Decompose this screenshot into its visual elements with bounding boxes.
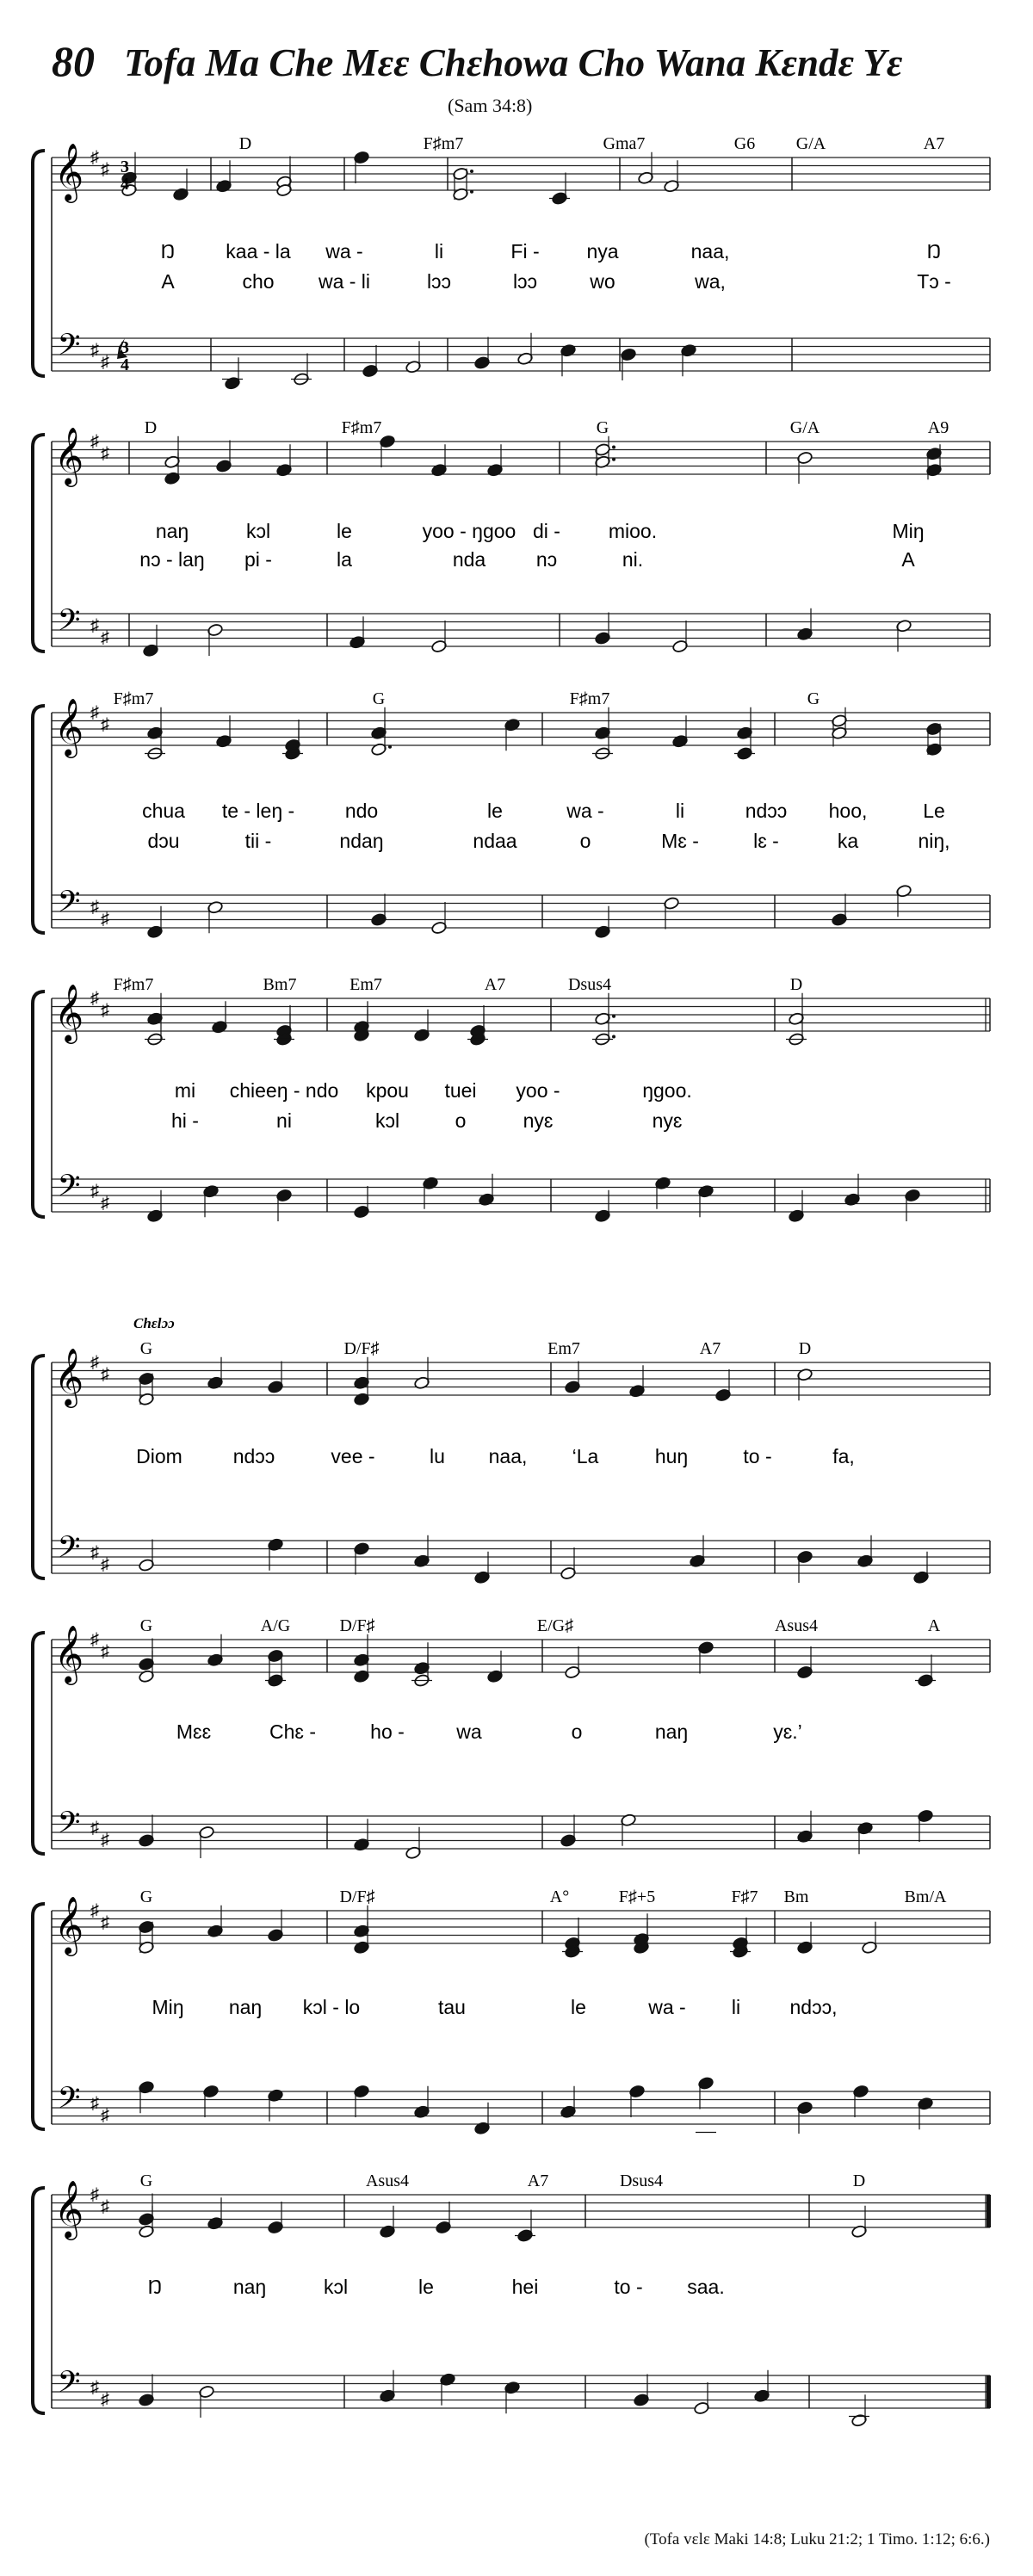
lyric-syllable: ndɔɔ [232,1445,275,1467]
treble-time-sig-bottom: 4 [121,175,129,194]
lyric-syllable: to - [743,1445,772,1467]
lyric-syllable: chua [142,800,185,822]
lyric-syllable: lɛ - [753,830,779,852]
lyric-syllable: wo [590,270,615,293]
lyric-syllable: le [418,2276,434,2298]
lyric-syllable: li [675,800,685,822]
lyric-syllable: hi - [171,1109,199,1132]
treble-key-sharp-c: ♯ [101,1365,109,1384]
lyric-syllable: le [571,1996,586,2018]
lyric-syllable: mioo. [608,520,658,542]
lyric-syllable: Fi - [510,240,540,263]
lyric-syllable: Ŋ [160,240,176,263]
bass-clef: 𝄢 [57,330,81,369]
treble-clef: 𝄞 [53,985,84,1041]
chord-symbol: F♯7 [731,1887,758,1906]
lyric-syllable: Mɛɛ [176,1720,212,1743]
chord-symbol: Asus4 [365,2171,410,2190]
chord-symbol: F♯m7 [113,689,154,708]
chord-symbol: Bm7 [263,975,297,994]
lyric-syllable: chieeŋ - ndo [229,1079,339,1102]
lyric-syllable: o [455,1109,467,1132]
lyric-syllable: kɔl [374,1109,400,1132]
bass-key-sharp-c: ♯ [101,1555,109,1574]
lyric-syllable: naŋ [232,2276,267,2298]
lyric-syllable: naa, [690,240,730,263]
treble-dot [612,1035,615,1039]
chord-symbol: D [852,2171,866,2190]
lyric-syllable: vee - [331,1445,375,1467]
lyric-syllable: wa - [566,800,604,822]
treble-key-sharp-f: ♯ [90,2185,99,2204]
lyric-syllable: hoo, [828,800,868,822]
treble-key-sharp-f: ♯ [90,1353,99,1372]
chord-symbol: G [139,1616,153,1635]
system-bracket [33,1904,45,2129]
lyric-syllable: te - leŋ - [221,800,295,822]
treble-key-sharp-c: ♯ [101,444,109,463]
treble-key-sharp-c: ♯ [101,160,109,179]
lyric-syllable: lu [430,1445,445,1467]
chord-symbol: A [927,1616,941,1635]
lyric-syllable: ndaa [473,830,517,852]
bass-clef: 𝄢 [57,1807,81,1847]
bass-key-sharp-f: ♯ [90,2094,99,2113]
lyric-syllable: pi - [244,548,272,571]
chord-symbol: A7 [699,1339,721,1358]
lyric-syllable: A [161,270,175,293]
lyric-syllable: yoo - [516,1079,560,1102]
lyric-syllable: kɔl - lo [302,1996,361,2018]
lyric-syllable: wa - [325,240,363,263]
treble-dot [470,190,473,194]
chord-symbol: D [798,1339,812,1358]
chord-symbol: A7 [923,134,945,153]
lyric-syllable: naa, [488,1445,528,1467]
system-6 [33,1633,990,1860]
chord-symbol: D [789,975,803,994]
bass-time-sig-bottom: 4 [121,355,129,374]
lyric-syllable: dɔu [147,830,180,852]
lyric-syllable: Ŋ [926,240,942,263]
lyric-syllable: naŋ [155,520,189,542]
chord-symbol: D/F♯ [339,1616,375,1635]
bass-key-sharp-c: ♯ [101,353,109,372]
lyric-syllable: kɔl [245,520,271,542]
treble-dot [470,170,473,173]
bass-clef: 𝄢 [57,886,81,926]
bass-key-sharp-f: ♯ [90,341,99,360]
lyric-syllable: A [901,548,915,571]
treble-key-sharp-f: ♯ [90,989,99,1008]
lyric-syllable: ho - [370,1720,405,1743]
chord-symbol: D/F♯ [343,1339,380,1358]
bass-key-sharp-c: ♯ [101,1194,109,1213]
chord-symbol: A7 [484,975,506,994]
lyric-syllable: le [337,520,352,542]
lyric-syllable: li [434,240,444,263]
final-barline [987,2375,991,2408]
bass-key-sharp-c: ♯ [101,2106,109,2125]
treble-key-sharp-f: ♯ [90,1630,99,1649]
bass-clef: 𝄢 [57,1171,81,1210]
system-bracket [33,1633,45,1854]
chord-symbol: D [238,134,252,153]
lyric-syllable: ni [276,1109,292,1132]
bass-key-sharp-f: ♯ [90,898,99,917]
system-3 [33,706,990,939]
chord-symbol: Bm/A [904,1887,947,1906]
chord-symbol: Em7 [547,1339,580,1358]
treble-dot [612,446,615,449]
lyric-syllable: nya [586,240,619,263]
chord-symbol: F♯m7 [423,134,464,153]
bass-key-sharp-c: ♯ [101,2390,109,2409]
lyric-syllable: Chɛ - [269,1720,316,1743]
treble-clef: 𝄞 [53,1897,84,1953]
system-7 [33,1904,990,2135]
treble-key-sharp-f: ♯ [90,1901,99,1920]
chord-symbol: G [807,689,820,708]
lyric-syllable: ŋgoo. [642,1079,692,1102]
lyric-syllable: Miŋ [152,1996,184,2018]
treble-dot [388,745,392,749]
system-4 [33,991,990,1223]
treble-key-sharp-c: ♯ [101,1913,109,1932]
lyric-syllable: Miŋ [892,520,925,542]
lyric-syllable: lɔɔ [426,270,452,293]
scripture-reference: (Sam 34:8) [448,95,533,116]
lyric-syllable: wa [456,1720,482,1743]
treble-key-sharp-c: ♯ [101,1001,109,1020]
chord-symbol: G6 [733,134,756,153]
chord-symbol: A° [549,1887,570,1906]
treble-clef: 𝄞 [53,2181,84,2237]
song-title: Tofa Ma Che Mɛɛ Chɛhowa Cho Wana Kɛndɛ Yɛ [124,41,903,84]
chord-symbol: E/G♯ [536,1616,574,1635]
footnote-references: (Tofa vɛlɛ Maki 14:8; Luku 21:2; 1 Timo. 1:12; 6:6.) [644,2530,990,2548]
chord-symbol: F♯m7 [569,689,610,708]
lyric-syllable: naŋ [654,1720,689,1743]
lyric-syllable: le [487,800,503,822]
lyric-syllable: Diom [136,1445,182,1467]
system-bracket [33,706,45,933]
chord-symbol: D [144,418,158,437]
chord-symbol: G [372,689,386,708]
bass-clef: 𝄢 [57,1532,81,1572]
lyric-syllable: Mɛ - [661,830,699,852]
lyric-syllable: ni. [622,548,644,571]
system-1 [33,151,990,390]
bass-key-sharp-f: ♯ [90,1543,99,1562]
treble-time-sig-top: 3 [121,158,129,176]
system-bracket [33,2188,45,2413]
bass-clef: 𝄢 [57,2367,81,2406]
treble-clef: 𝄞 [53,1626,84,1682]
lyric-syllable: niŋ, [918,830,950,852]
lyric-syllable: yɛ.’ [773,1720,802,1743]
bass-key-sharp-f: ♯ [90,1182,99,1201]
lyric-syllable: nyɛ [523,1109,554,1132]
chord-symbol: G [139,2171,153,2190]
lyric-syllable: wa - li [318,270,371,293]
chord-symbol: G [139,1339,153,1358]
chord-symbol: G/A [789,418,820,437]
chord-symbol: F♯+5 [618,1887,656,1906]
lyric-syllable: ndɔɔ, [789,1996,838,2018]
lyric-syllable: lɔɔ [512,270,538,293]
lyric-syllable: naŋ [228,1996,263,2018]
song-number: 80 [52,37,95,85]
lyric-syllable: wa, [695,270,726,293]
bass-key-sharp-f: ♯ [90,616,99,635]
chord-symbol: G [596,418,609,437]
treble-key-sharp-f: ♯ [90,703,99,722]
chord-symbol: Asus4 [774,1616,819,1635]
lyric-syllable: la [337,548,352,571]
bass-key-sharp-c: ♯ [101,1831,109,1850]
final-barline [987,2195,991,2227]
lyric-syllable: hei [511,2276,539,2298]
lyric-syllable: ndo [344,800,379,822]
chord-symbol: A9 [927,418,949,437]
chord-symbol: A/G [260,1616,291,1635]
lyric-syllable: tau [438,1996,466,2018]
system-2 [33,435,990,658]
chord-symbol: Em7 [349,975,382,994]
system-bracket [33,435,45,652]
system-bracket [33,151,45,376]
lyric-syllable: nda [452,548,486,571]
lyric-syllable: cho [242,270,275,293]
system-bracket [33,991,45,1217]
chord-symbol: D/F♯ [339,1887,375,1906]
lyric-syllable: nɔ - laŋ [139,548,205,571]
chord-symbol: F♯m7 [113,975,154,994]
lyric-syllable: mi [174,1079,196,1102]
lyric-syllable: kpou [366,1079,409,1102]
bass-key-sharp-f: ♯ [90,1819,99,1838]
lyric-syllable: huŋ [654,1445,689,1467]
chord-symbol: Bm [783,1887,809,1906]
lyric-syllable: ndɔɔ [745,800,788,822]
treble-dot [612,1015,615,1018]
treble-key-sharp-c: ♯ [101,715,109,734]
lyric-syllable: to - [614,2276,643,2298]
lyric-syllable: o [571,1720,583,1743]
section-label: Chɛlɔɔ [133,1315,175,1331]
lyric-syllable: Ŋ [147,2276,163,2298]
lyric-syllable: ndaŋ [339,830,384,852]
bass-clef: 𝄢 [57,2083,81,2122]
bass-time-sig-top: 3 [121,338,129,357]
bass-key-sharp-c: ♯ [101,910,109,929]
chord-symbol: G [139,1887,153,1906]
chord-symbol: A7 [527,2171,549,2190]
lyric-syllable: ‘La [572,1445,599,1467]
chord-symbol: F♯m7 [341,418,382,437]
treble-key-sharp-c: ♯ [101,1642,109,1661]
treble-clef: 𝄞 [53,428,84,484]
lyric-syllable: fa, [832,1445,855,1467]
treble-clef: 𝄞 [53,699,84,755]
treble-key-sharp-f: ♯ [90,432,99,451]
lyric-syllable: Tɔ - [917,270,951,293]
lyric-syllable: wa - [648,1996,686,2018]
system-8 [33,2188,991,2427]
lyric-syllable: o [579,830,591,852]
chord-symbol: Dsus4 [567,975,612,994]
lyric-syllable: tuei [444,1079,477,1102]
lyric-syllable: di - [533,520,560,542]
lyric-syllable: nɔ [535,548,558,571]
bass-key-sharp-f: ♯ [90,2378,99,2397]
lyric-syllable: nyɛ [652,1109,683,1132]
lyric-syllable: ka [837,830,859,852]
system-bracket [33,1356,45,1578]
system-5 [33,1356,990,1585]
treble-dot [612,458,615,461]
bass-clef: 𝄢 [57,605,81,645]
chord-symbol: Dsus4 [619,2171,664,2190]
lyric-syllable: Le [923,800,945,822]
lyric-syllable: kaa - la [226,240,291,263]
treble-key-sharp-c: ♯ [101,2197,109,2216]
lyric-syllable: tii - [244,830,272,852]
treble-key-sharp-f: ♯ [90,148,99,167]
treble-clef: 𝄞 [53,1349,84,1405]
bass-key-sharp-c: ♯ [101,628,109,647]
lyric-syllable: yoo - ŋgoo [422,520,516,542]
chord-symbol: G/A [795,134,826,153]
chord-symbol: Gma7 [603,134,646,153]
lyric-syllable: li [731,1996,741,2018]
lyric-syllable: saa. [687,2276,725,2298]
lyric-syllable: kɔl [323,2276,349,2298]
treble-clef: 𝄞 [53,144,84,200]
